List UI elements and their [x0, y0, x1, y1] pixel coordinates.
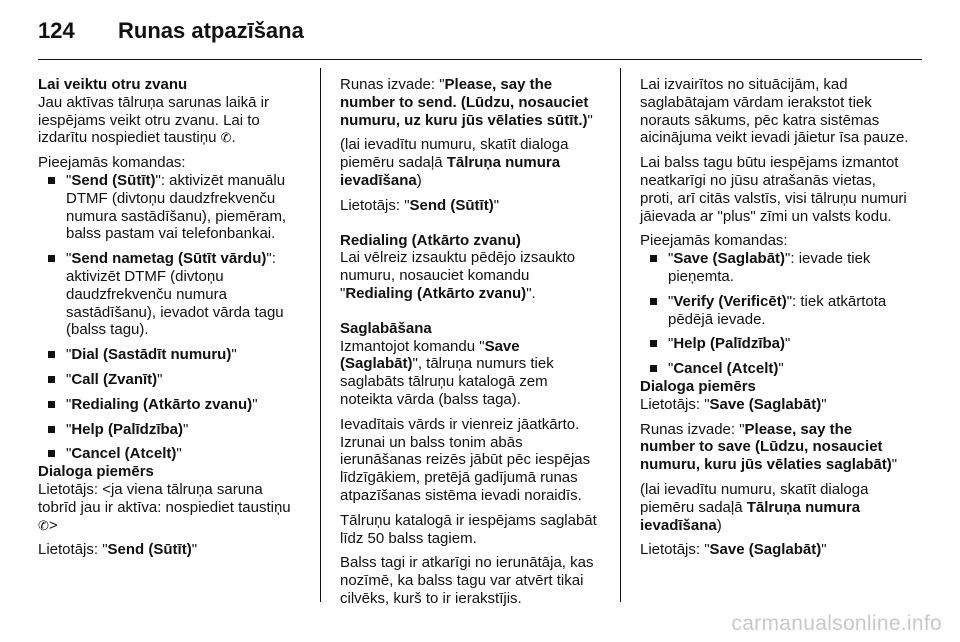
page-number: 124 — [38, 18, 75, 43]
paragraph: (lai ievadītu numuru, skatīt dialoga piemēru sadaļā Tālruņa numura ievadīšana) — [640, 480, 869, 534]
paragraph: Runas izvade: "Please, say the number to save (Lūdzu, nosauciet numuru, kuru jūs vēlaties saglabāt)" — [640, 420, 898, 474]
list-item: "Cancel (Atcelt)" — [640, 360, 910, 378]
list-item: "Cancel (Atcelt)" — [38, 445, 300, 463]
paragraph: Lai vēlreiz izsauktu pēdējo izsaukto numuru, nosauciet komandu "Redialing (Atkārto zvanu)". — [340, 249, 576, 302]
paragraph: Lietotājs: "Save (Saglabāt)" — [640, 395, 827, 413]
column-2 — [340, 76, 602, 615]
command-list — [38, 172, 300, 463]
section-heading: Saglabāšana — [340, 319, 432, 337]
watermark: carmanualsonline.info — [731, 612, 942, 635]
paragraph: Ievadītais vārds ir vienreiz jāatkārto. Izrunai un balss tonim abās ierunāšanas reizēs jābūt pēc iespējas līdzīgākiem, pretējā gadījumā runas atpazīšanas sistēma ievadi noraidīs. — [340, 415, 591, 504]
list-item: "Dial (Sastādīt numuru)" — [38, 346, 300, 364]
list-item: "Help (Palīdzība)" — [640, 335, 910, 353]
paragraph: Runas izvade: "Please, say the number to send. (Lūdzu, nosauciet numuru, uz kuru jūs vēlaties sūtīt.)" — [340, 76, 593, 129]
list-item: "Help (Palīdzība)" — [38, 421, 300, 439]
section-heading: Dialoga piemērs — [640, 377, 756, 395]
column-divider-1 — [320, 68, 321, 602]
paragraph: Lietotājs: <ja viena tālruņa saruna tobrīd jau ir aktīva: nospiediet taustiņu ✆> — [38, 480, 291, 534]
page-title: Runas atpazīšana — [118, 18, 304, 43]
page-header — [38, 18, 304, 44]
column-1 — [38, 76, 300, 566]
phone-hook-icon: ✆ — [38, 517, 49, 533]
paragraph: Pieejamās komandas: — [640, 232, 788, 250]
phone-hook-icon: ✆ — [220, 130, 232, 146]
paragraph: Lietotājs: "Send (Sūtīt)" — [340, 196, 500, 214]
section-heading: Dialoga piemērs — [38, 463, 154, 481]
list-item: "Send nametag (Sūtīt vārdu)": aktivizēt DTMF (divtoņu daudzfrekvenču numura sastādīšanu), ievadot vārda tagu (balss tagu). — [38, 250, 300, 339]
paragraph: Izmantojot komandu "Save (Saglabāt)", tālruņa numurs tiek saglabāts tālruņu katalogā zem noteikta vārda (balss taga). — [340, 337, 554, 408]
command-list — [640, 250, 910, 378]
paragraph: Tālruņu katalogā ir iespējams saglabāt līdz 50 balss tagiem. — [340, 511, 597, 547]
list-item: "Call (Zvanīt)" — [38, 371, 300, 389]
paragraph: Jau aktīvas tālruņa sarunas laikā ir iespējams veikt otru zvanu. Lai to izdarītu nospiediet taustiņu ✆. — [38, 93, 269, 147]
list-item: "Send (Sūtīt)": aktivizēt manuālu DTMF (divtoņu daudzfrekvenču numura sastādīšanu), piemēram, balss pastam vai telefonbankai. — [38, 172, 300, 243]
paragraph: Lai izvairītos no situācijām, kad saglabātajam vārdam ierakstot tiek norauts sākums, pēc katra sistēmas aicinājuma veikt ievadi jāietur īsa pauze. — [640, 76, 909, 147]
header-divider — [38, 59, 922, 60]
list-item: "Verify (Verificēt)": tiek atkārtota pēdējā ievade. — [640, 293, 910, 329]
column-divider-2 — [620, 68, 621, 602]
paragraph: (lai ievadītu numuru, skatīt dialoga piemēru sadaļā Tālruņa numura ievadīšana) — [340, 136, 569, 189]
list-item: "Save (Saglabāt)": ievade tiek pieņemta. — [640, 250, 910, 286]
paragraph: Lietotājs: "Save (Saglabāt)" — [640, 541, 827, 559]
list-item: "Redialing (Atkārto zvanu)" — [38, 396, 300, 414]
section-heading: Lai veiktu otru zvanu — [38, 76, 188, 93]
paragraph: Lai balss tagu būtu iespējams izmantot neatkarīgi no jūsu atrašanās vietas, proti, arī citās valstīs, visi tālruņu numuri jāievada ar "plus" zīmi un valsts kodu. — [640, 154, 907, 225]
paragraph: Pieejamās komandas: — [38, 154, 186, 172]
column-3 — [640, 76, 910, 566]
section-heading: Redialing (Atkārto zvanu) — [340, 231, 521, 249]
paragraph: Lietotājs: "Send (Sūtīt)" — [38, 541, 198, 559]
paragraph: Balss tagi ir atkarīgi no ierunātāja, kas nozīmē, ka balss tagu var atvērt tikai cilvēks, kurš to ir ierakstījis. — [340, 554, 594, 607]
